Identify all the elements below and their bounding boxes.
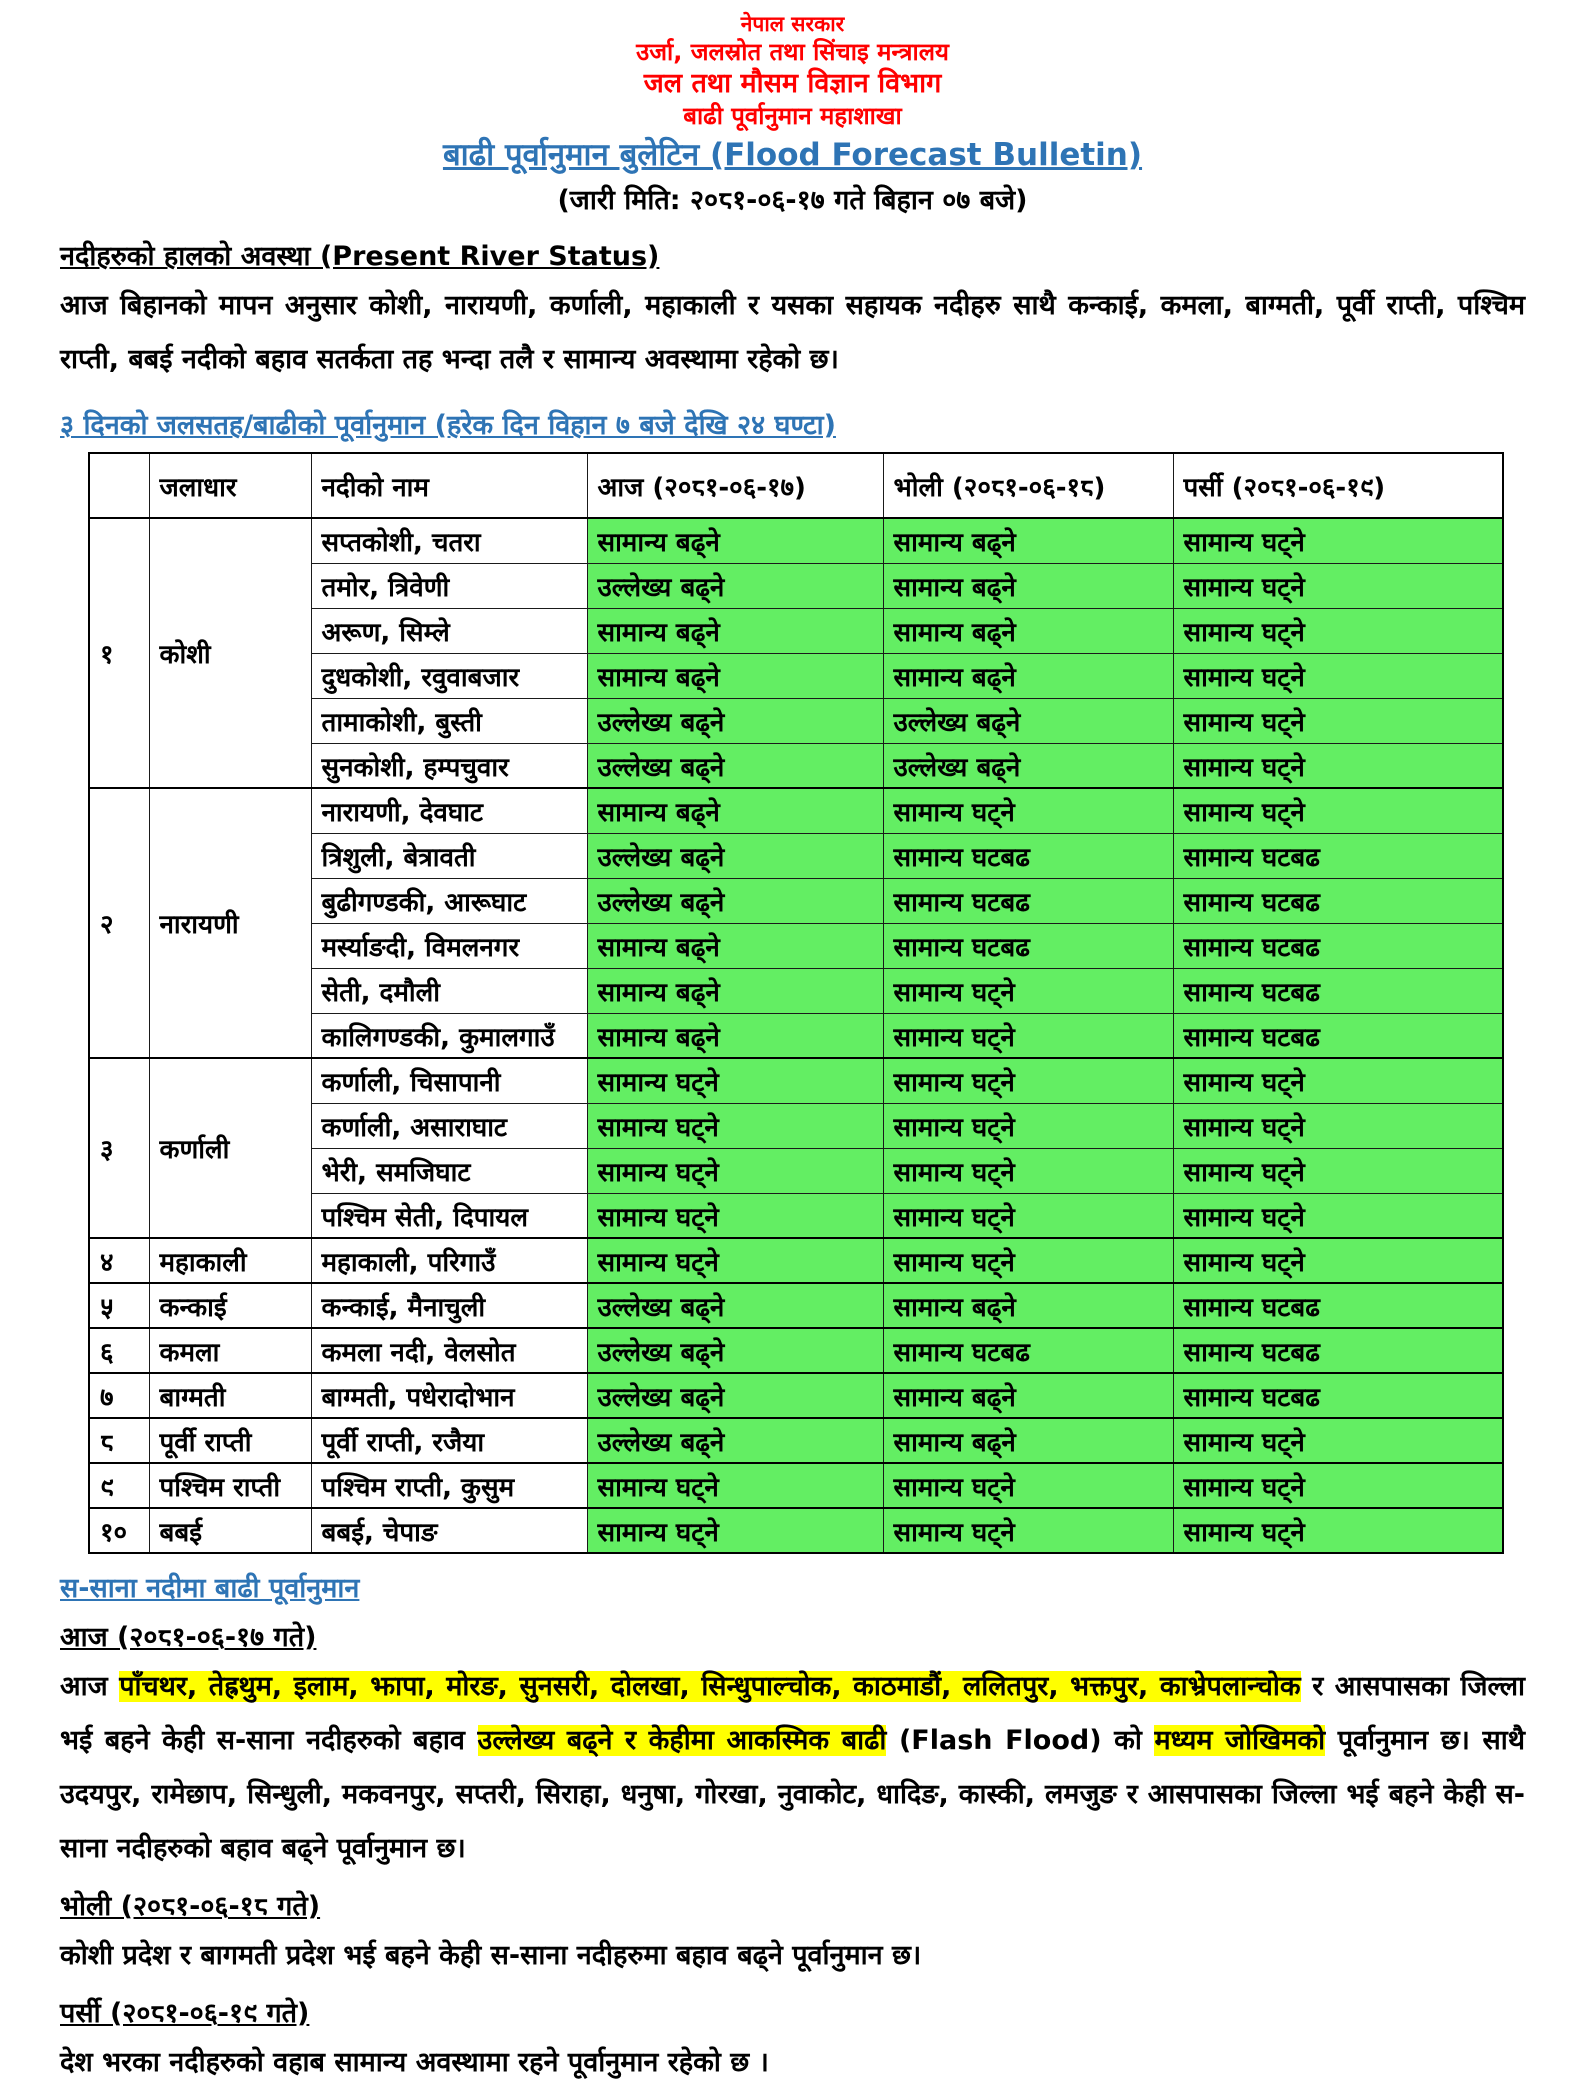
forecast-table-heading: ३ दिनको जलसतह/बाढीको पूर्वानुमान (हरेक दिन विहान ७ बजे देखि २४ घण्टा) xyxy=(60,410,836,442)
river-name-cell: मर्स्याङदी, विमलनगर xyxy=(311,923,587,968)
river-name-cell: तामाकोशी, बुस्ती xyxy=(311,698,587,743)
forecast-today-cell: उल्लेख्य बढ्ने xyxy=(587,563,883,608)
small-rivers-day-after-heading: पर्सी (२०८१-०६-१९ गते) xyxy=(60,1998,310,2030)
forecast-day-after-cell: सामान्य घट्ने xyxy=(1173,653,1503,698)
forecast-day-after-cell: सामान्य घट्ने xyxy=(1173,1238,1503,1283)
river-name-cell: पश्चिम सेती, दिपायल xyxy=(311,1193,587,1238)
forecast-day-after-cell: सामान्य घट्ने xyxy=(1173,1463,1503,1508)
river-name-cell: महाकाली, परिगाउँ xyxy=(311,1238,587,1283)
forecast-tomorrow-cell: सामान्य घट्ने xyxy=(883,1193,1173,1238)
forecast-today-cell: उल्लेख्य बढ्ने xyxy=(587,878,883,923)
forecast-today-cell: सामान्य घट्ने xyxy=(587,1058,883,1103)
forecast-day-after-cell: सामान्य घटबढ xyxy=(1173,1283,1503,1328)
river-name-cell: पश्चिम राप्ती, कुसुम xyxy=(311,1463,587,1508)
river-name-cell: सुनकोशी, हम्पचुवार xyxy=(311,743,587,788)
forecast-day-after-cell: सामान्य घट्ने xyxy=(1173,698,1503,743)
forecast-tomorrow-cell: सामान्य घट्ने xyxy=(883,788,1173,833)
forecast-day-after-cell: सामान्य घटबढ xyxy=(1173,1373,1503,1418)
table-row xyxy=(89,788,1503,833)
column-header: आज (२०८१-०६-१७) xyxy=(587,453,883,518)
forecast-today-cell: सामान्य घट्ने xyxy=(587,1508,883,1553)
forecast-tomorrow-cell: सामान्य घट्ने xyxy=(883,1103,1173,1148)
plain-text: आज xyxy=(60,1671,120,1703)
column-header: नदीको नाम xyxy=(311,453,587,518)
serial-number-cell: ८ xyxy=(89,1418,149,1463)
river-name-cell: पूर्वी राप्ती, रजैया xyxy=(311,1418,587,1463)
forecast-today-cell: उल्लेख्य बढ्ने xyxy=(587,698,883,743)
basin-cell: बाग्मती xyxy=(149,1373,311,1418)
forecast-day-after-cell: सामान्य घट्ने xyxy=(1173,1148,1503,1193)
forecast-today-cell: सामान्य बढ्ने xyxy=(587,653,883,698)
river-name-cell: कमला नदी, वेलसोत xyxy=(311,1328,587,1373)
forecast-day-after-cell: सामान्य घटबढ xyxy=(1173,1013,1503,1058)
river-name-cell: भेरी, समजिघाट xyxy=(311,1148,587,1193)
forecast-tomorrow-cell: सामान्य घट्ने xyxy=(883,1463,1173,1508)
forecast-tomorrow-cell: सामान्य घट्ने xyxy=(883,968,1173,1013)
basin-cell: कर्णाली xyxy=(149,1058,311,1238)
bulletin-title: बाढी पूर्वानुमान बुलेटिन (Flood Forecast Bulletin) xyxy=(442,136,1143,173)
forecast-day-after-cell: सामान्य घट्ने xyxy=(1173,1418,1503,1463)
river-name-cell: त्रिशुली, बेत्रावती xyxy=(311,833,587,878)
table-row xyxy=(89,1328,1503,1373)
serial-number-cell: २ xyxy=(89,788,149,1058)
serial-number-cell: १ xyxy=(89,518,149,788)
basin-cell: नारायणी xyxy=(149,788,311,1058)
forecast-tomorrow-cell: सामान्य बढ्ने xyxy=(883,1418,1173,1463)
serial-number-cell: ९ xyxy=(89,1463,149,1508)
forecast-tomorrow-cell: उल्लेख्य बढ्ने xyxy=(883,743,1173,788)
forecast-day-after-cell: सामान्य घटबढ xyxy=(1173,833,1503,878)
department-name: जल तथा मौसम विज्ञान विभाग xyxy=(643,68,942,100)
forecast-day-after-cell: सामान्य घटबढ xyxy=(1173,968,1503,1013)
forecast-tomorrow-cell: सामान्य बढ्ने xyxy=(883,563,1173,608)
plain-text: र आसपासका जिल्ला भई बहने केही स-साना नदीहरुको बहाव xyxy=(60,1671,1526,1757)
forecast-today-cell: सामान्य घट्ने xyxy=(587,1103,883,1148)
forecast-tomorrow-cell: सामान्य घट्ने xyxy=(883,1013,1173,1058)
column-header xyxy=(89,453,149,518)
basin-cell: कन्काई xyxy=(149,1283,311,1328)
forecast-today-cell: सामान्य बढ्ने xyxy=(587,608,883,653)
forecast-day-after-cell: सामान्य घट्ने xyxy=(1173,788,1503,833)
highlighted-text: उल्लेख्य बढ्ने र केहीमा आकस्मिक बाढी xyxy=(477,1725,887,1757)
forecast-tomorrow-cell: सामान्य बढ्ने xyxy=(883,608,1173,653)
table-row xyxy=(89,1238,1503,1283)
column-header: जलाधार xyxy=(149,453,311,518)
table-row xyxy=(89,1508,1503,1553)
forecast-tomorrow-cell: सामान्य बढ्ने xyxy=(883,1373,1173,1418)
basin-cell: बबई xyxy=(149,1508,311,1553)
river-name-cell: सेती, दमौली xyxy=(311,968,587,1013)
table-row xyxy=(89,1463,1503,1508)
table-row xyxy=(89,1283,1503,1328)
ministry-name: उर्जा, जलस्रोत तथा सिंचाइ मन्त्रालय xyxy=(636,38,949,67)
forecast-tomorrow-cell: सामान्य घटबढ xyxy=(883,833,1173,878)
forecast-day-after-cell: सामान्य घट्ने xyxy=(1173,1193,1503,1238)
table-row xyxy=(89,1373,1503,1418)
forecast-table-body xyxy=(89,518,1503,1553)
river-name-cell: कन्काई, मैनाचुली xyxy=(311,1283,587,1328)
river-name-cell: नारायणी, देवघाट xyxy=(311,788,587,833)
forecast-day-after-cell: सामान्य घटबढ xyxy=(1173,923,1503,968)
basin-cell: कमला xyxy=(149,1328,311,1373)
serial-number-cell: ५ xyxy=(89,1283,149,1328)
forecast-tomorrow-cell: सामान्य घट्ने xyxy=(883,1508,1173,1553)
small-rivers-day-after-paragraph: देश भरका नदीहरुको वहाब सामान्य अवस्थामा रहने पूर्वानुमान रहेको छ । xyxy=(60,2047,769,2079)
forecast-today-cell: सामान्य बढ्ने xyxy=(587,1013,883,1058)
forecast-today-cell: उल्लेख्य बढ्ने xyxy=(587,743,883,788)
basin-cell: महाकाली xyxy=(149,1238,311,1283)
forecast-today-cell: उल्लेख्य बढ्ने xyxy=(587,1283,883,1328)
division-name: बाढी पूर्वानुमान महाशाखा xyxy=(683,101,902,130)
river-name-cell: दुधकोशी, रवुवाबजार xyxy=(311,653,587,698)
forecast-day-after-cell: सामान्य घट्ने xyxy=(1173,1058,1503,1103)
forecast-today-cell: उल्लेख्य बढ्ने xyxy=(587,1418,883,1463)
column-header: भोली (२०८१-०६-१८) xyxy=(883,453,1173,518)
serial-number-cell: ७ xyxy=(89,1373,149,1418)
forecast-tomorrow-cell: उल्लेख्य बढ्ने xyxy=(883,698,1173,743)
forecast-tomorrow-cell: सामान्य घट्ने xyxy=(883,1058,1173,1103)
small-rivers-tomorrow-paragraph: कोशी प्रदेश र बागमती प्रदेश भई बहने केही स-साना नदीहरुमा बहाव बढ्ने पूर्वानुमान छ। xyxy=(60,1940,922,1972)
forecast-tomorrow-cell: सामान्य घट्ने xyxy=(883,1238,1173,1283)
table-row xyxy=(89,1418,1503,1463)
forecast-tomorrow-cell: सामान्य घटबढ xyxy=(883,1328,1173,1373)
river-name-cell: कर्णाली, चिसापानी xyxy=(311,1058,587,1103)
forecast-today-cell: उल्लेख्य बढ्ने xyxy=(587,833,883,878)
serial-number-cell: ६ xyxy=(89,1328,149,1373)
forecast-tomorrow-cell: सामान्य बढ्ने xyxy=(883,518,1173,563)
river-name-cell: बुढीगण्डकी, आरूघाट xyxy=(311,878,587,923)
serial-number-cell: ४ xyxy=(89,1238,149,1283)
present-status-paragraph: आज बिहानको मापन अनुसार कोशी, नारायणी, कर्णाली, महाकाली र यसका सहायक नदीहरु साथै कन्काई, कमला, बाग्मती, पूर्वी राप्ती, पश्चिम राप्ती, बबई नदीको बहाव सतर्कता तह भन्दा तलै र सामान्य अवस्थामा रहेको छ। xyxy=(60,290,1525,376)
forecast-today-cell: सामान्य घट्ने xyxy=(587,1148,883,1193)
forecast-tomorrow-cell: सामान्य घट्ने xyxy=(883,1148,1173,1193)
forecast-today-cell: उल्लेख्य बढ्ने xyxy=(587,1328,883,1373)
issued-date: (जारी मिति: २०८१-०६-१७ गते बिहान ०७ बजे) xyxy=(557,185,1028,217)
forecast-tomorrow-cell: सामान्य बढ्ने xyxy=(883,1283,1173,1328)
basin-cell: पश्चिम राप्ती xyxy=(149,1463,311,1508)
forecast-tomorrow-cell: सामान्य घटबढ xyxy=(883,878,1173,923)
basin-cell: कोशी xyxy=(149,518,311,788)
forecast-day-after-cell: सामान्य घट्ने xyxy=(1173,563,1503,608)
plain-text: पूर्वानुमान छ। साथै उदयपुर, रामेछाप, सिन्धुली, मकवनपुर, सप्तरी, सिराहा, धनुषा, गोरखा, नुवाकोट, धादिङ, कास्की, लमजुङ र आसपासका जिल्ला भई बहने केही स-साना नदीहरुको बहाव बढ्ने पूर्वानुमान छ। xyxy=(60,1725,1525,1865)
small-rivers-tomorrow-heading: भोली (२०८१-०६-१८ गते) xyxy=(60,1891,321,1923)
river-name-cell: सप्तकोशी, चतरा xyxy=(311,518,587,563)
forecast-day-after-cell: सामान्य घट्ने xyxy=(1173,743,1503,788)
plain-text: (Flash Flood) को xyxy=(886,1725,1155,1757)
table-row xyxy=(89,1058,1503,1103)
government-name: नेपाल सरकार xyxy=(740,12,845,36)
forecast-today-cell: सामान्य बढ्ने xyxy=(587,788,883,833)
river-name-cell: कर्णाली, असाराघाट xyxy=(311,1103,587,1148)
forecast-today-cell: सामान्य बढ्ने xyxy=(587,923,883,968)
forecast-table-header-row xyxy=(89,453,1503,518)
forecast-day-after-cell: सामान्य घट्ने xyxy=(1173,1508,1503,1553)
small-rivers-today-paragraph xyxy=(60,1660,1525,1876)
forecast-day-after-cell: सामान्य घटबढ xyxy=(1173,878,1503,923)
river-name-cell: बबई, चेपाङ xyxy=(311,1508,587,1553)
forecast-tomorrow-cell: सामान्य बढ्ने xyxy=(883,653,1173,698)
forecast-today-cell: सामान्य बढ्ने xyxy=(587,968,883,1013)
forecast-today-cell: सामान्य घट्ने xyxy=(587,1463,883,1508)
basin-cell: पूर्वी राप्ती xyxy=(149,1418,311,1463)
river-name-cell: तमोर, त्रिवेणी xyxy=(311,563,587,608)
river-name-cell: कालिगण्डकी, कुमालगाउँ xyxy=(311,1013,587,1058)
forecast-day-after-cell: सामान्य घट्ने xyxy=(1173,518,1503,563)
present-status-heading: नदीहरुको हालको अवस्था (Present River Status) xyxy=(60,241,660,273)
forecast-day-after-cell: सामान्य घट्ने xyxy=(1173,1103,1503,1148)
table-row xyxy=(89,518,1503,563)
river-name-cell: अरूण, सिम्ले xyxy=(311,608,587,653)
small-rivers-today-heading: आज (२०८१-०६-१७ गते) xyxy=(60,1622,317,1654)
letterhead xyxy=(60,12,1525,218)
serial-number-cell: ३ xyxy=(89,1058,149,1238)
highlighted-text: मध्यम जोखिमको xyxy=(1154,1725,1326,1757)
forecast-today-cell: उल्लेख्य बढ्ने xyxy=(587,1373,883,1418)
small-rivers-heading: स-साना नदीमा बाढी पूर्वानुमान xyxy=(60,1573,360,1605)
column-header: पर्सी (२०८१-०६-१९) xyxy=(1173,453,1503,518)
forecast-day-after-cell: सामान्य घटबढ xyxy=(1173,1328,1503,1373)
forecast-day-after-cell: सामान्य घट्ने xyxy=(1173,608,1503,653)
forecast-today-cell: सामान्य घट्ने xyxy=(587,1193,883,1238)
serial-number-cell: १० xyxy=(89,1508,149,1553)
forecast-today-cell: सामान्य घट्ने xyxy=(587,1238,883,1283)
river-name-cell: बाग्मती, पधेरादोभान xyxy=(311,1373,587,1418)
forecast-table xyxy=(88,452,1504,1554)
highlighted-text: पाँचथर, तेह्रथुम, इलाम, झापा, मोरङ, सुनसरी, दोलखा, सिन्धुपाल्चोक, काठमाडौं, ललितपुर, भक्तपुर, काभ्रेपलान्चोक xyxy=(119,1671,1301,1703)
forecast-tomorrow-cell: सामान्य घटबढ xyxy=(883,923,1173,968)
forecast-today-cell: सामान्य बढ्ने xyxy=(587,518,883,563)
